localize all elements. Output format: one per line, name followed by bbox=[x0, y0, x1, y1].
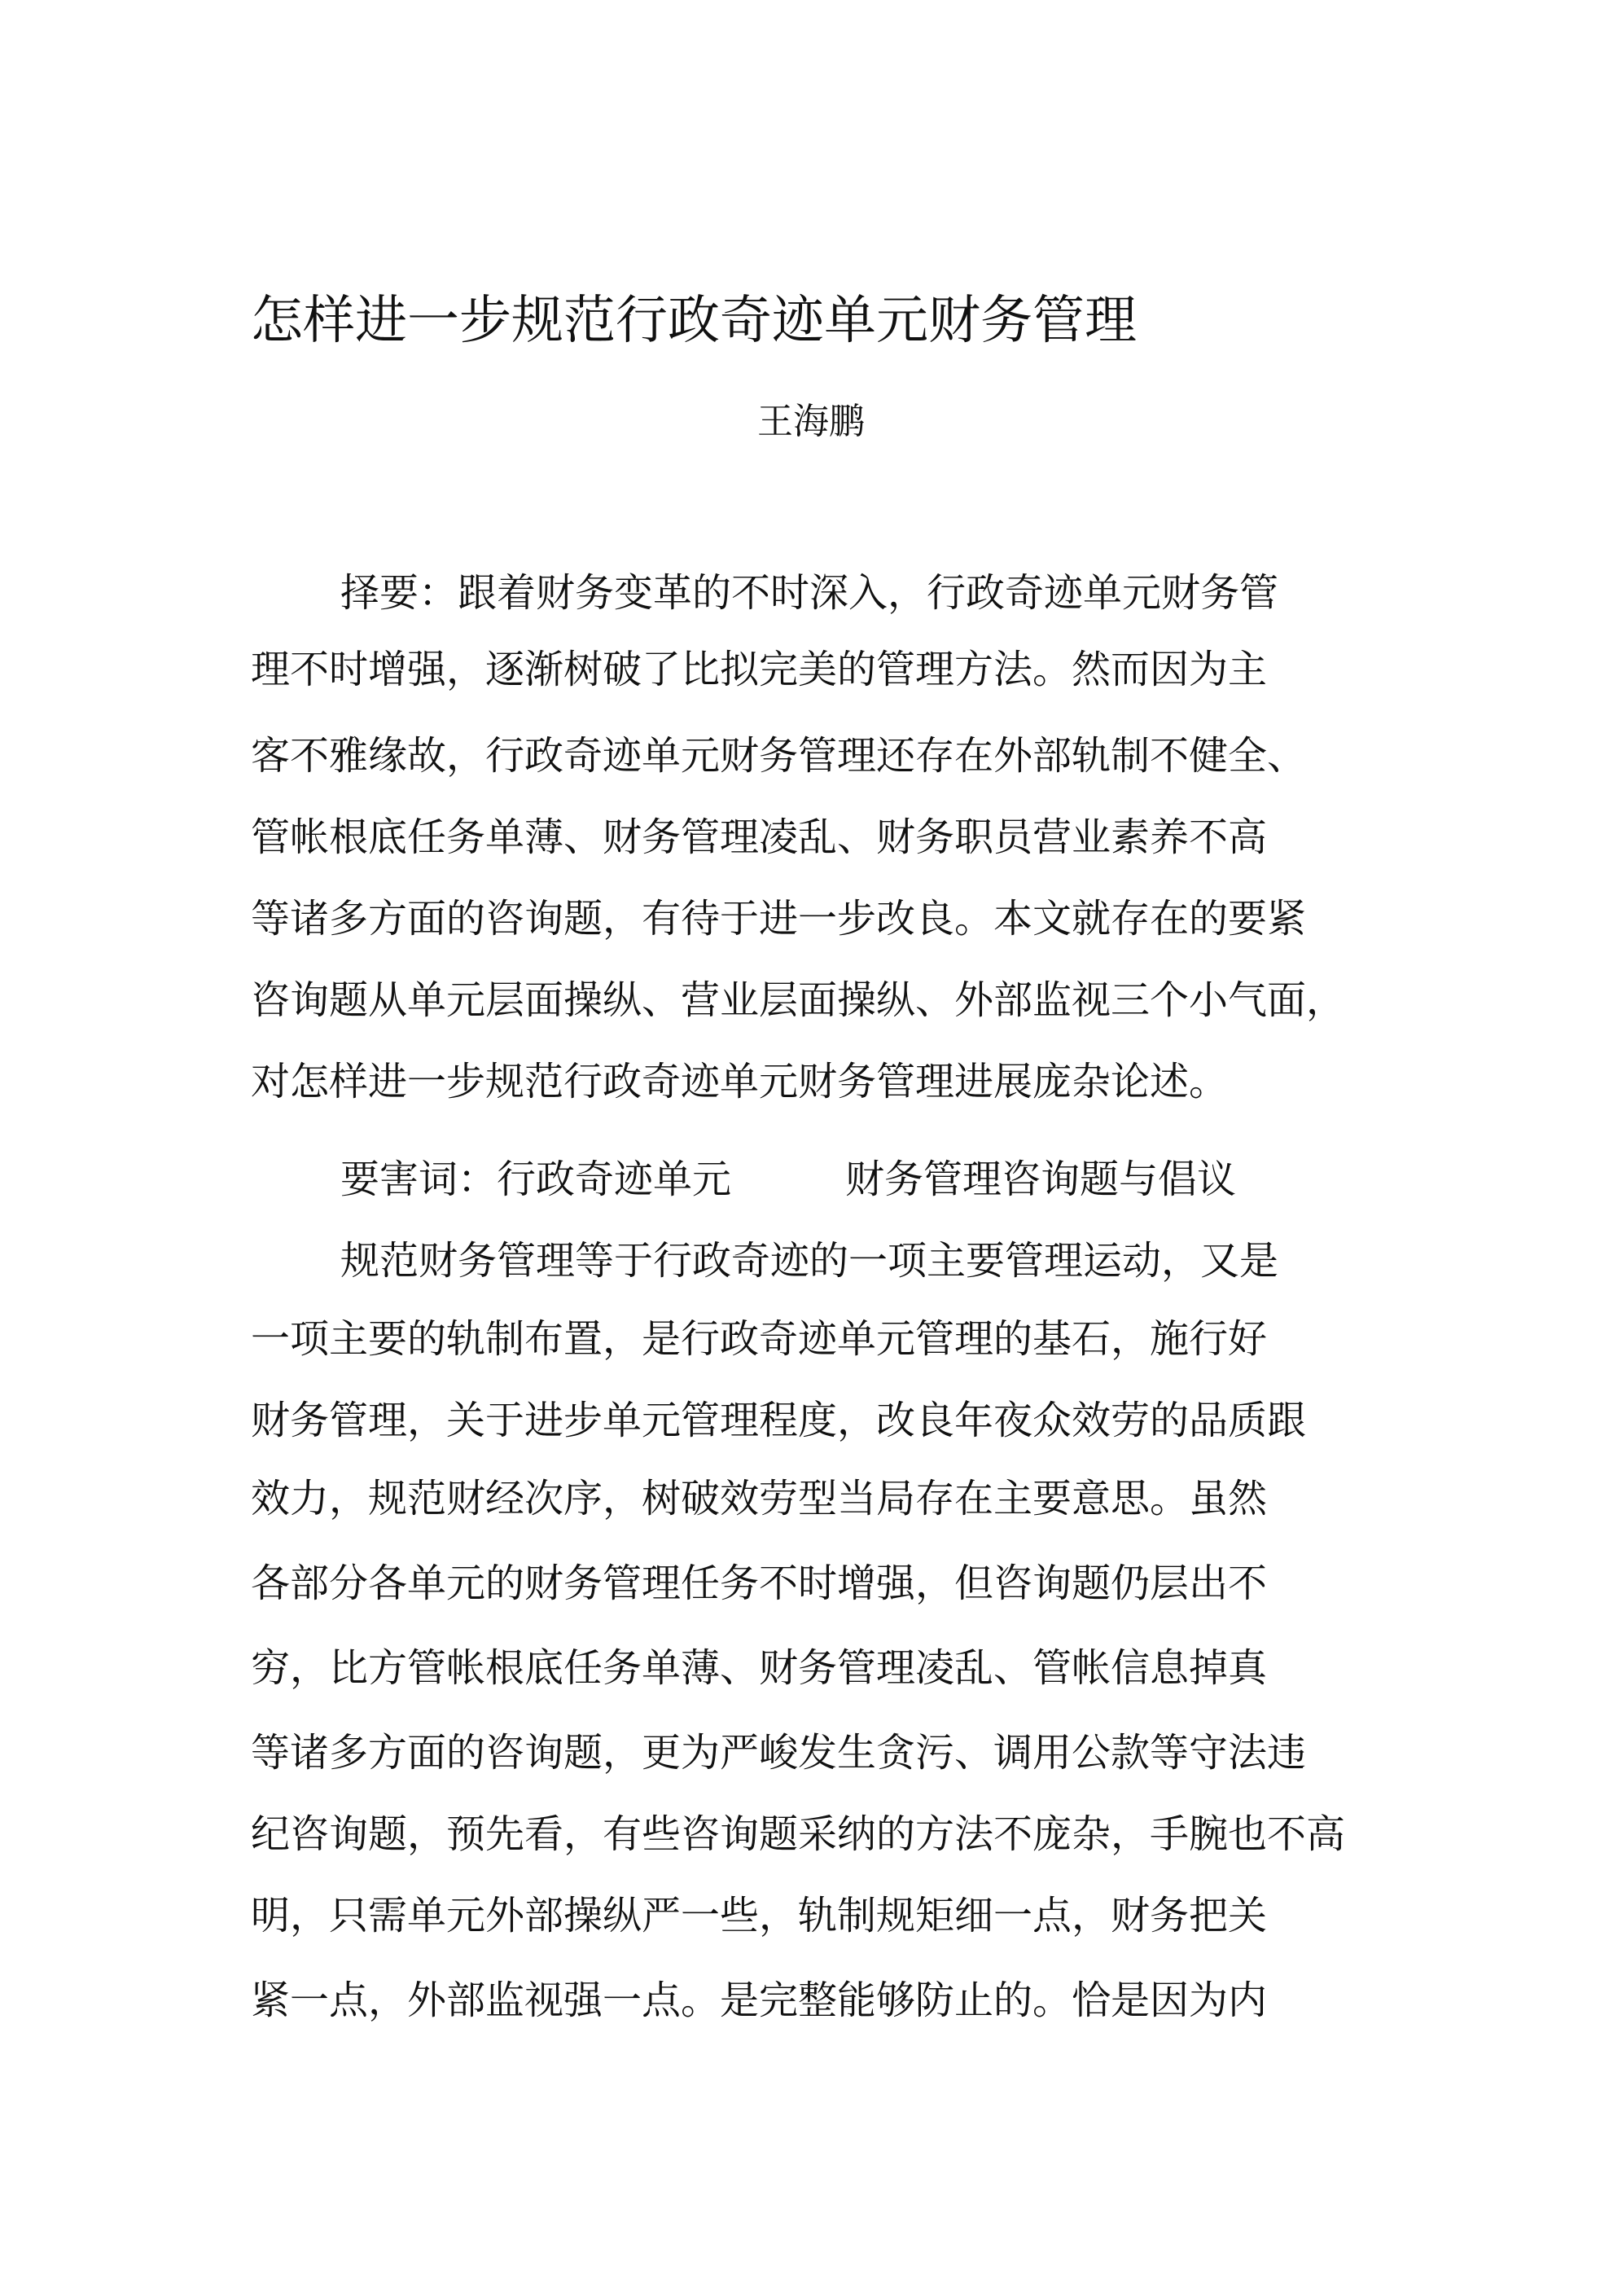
body-line: 一项主要的轨制布置，是行政奇迹单元管理的基石，施行好 bbox=[251, 1316, 1268, 1362]
body-line: 规范财务管理等于行政奇迹的一项主要管理运动，又是 bbox=[340, 1238, 1279, 1284]
body-line: 效力，规范财经次序，树破效劳型当局存在主要意思。虽然 bbox=[251, 1476, 1268, 1521]
abstract-line: 对怎样进一步规范行政奇迹单元财务管理进展庞杂论述。 bbox=[251, 1059, 1229, 1104]
body-line: 各部分各单元的财务管理任务不时增强，但咨询题仍层出不 bbox=[251, 1561, 1268, 1606]
body-line: 明，只需单元外部操纵严一些，轨制规矩细一点，财务把关 bbox=[251, 1893, 1268, 1938]
keywords-label: 要害词：行政奇迹单元 bbox=[340, 1157, 732, 1202]
body-line: 等诸多方面的咨询题，更为严峻发生贪污、调用公款等守法违 bbox=[251, 1730, 1307, 1776]
keywords-line bbox=[340, 1157, 1236, 1204]
keywords-value: 财务管理咨询题与倡议 bbox=[845, 1157, 1237, 1202]
author-name: 王海鹏 bbox=[757, 401, 865, 442]
abstract-line: 择要：跟着财务变革的不时深入，行政奇迹单元财务管 bbox=[340, 570, 1279, 616]
abstract-line: 等诸多方面的咨询题，有待于进一步改良。本文就存在的要紧 bbox=[251, 896, 1307, 942]
body-line: 穷，比方管帐根底任务单薄、财务管理凌乱、管帐信息掉真 bbox=[251, 1645, 1268, 1691]
abstract-line: 理不时增强，逐渐树破了比拟完美的管理方法。然而因为主 bbox=[251, 647, 1268, 692]
body-line: 纪咨询题，预先看，有些咨询题采纳的方法不庞杂，手腕也不高 bbox=[251, 1811, 1346, 1857]
abstract-line: 咨询题从单元层面操纵、营业层面操纵、外部监视三个小气面， bbox=[251, 977, 1346, 1023]
page-title: 怎样进一步规范行政奇迹单元财务管理 bbox=[251, 291, 1137, 351]
body-line: 紧一点，外部监视强一点。是完整能够防止的。恰是因为内 bbox=[251, 1978, 1268, 2023]
abstract-line: 管帐根底任务单薄、财务管理凌乱、财务职员营业素养不高 bbox=[251, 814, 1268, 860]
body-line: 财务管理，关于进步单元管理程度，改良年夜众效劳的品质跟 bbox=[251, 1398, 1307, 1443]
abstract-line: 客不雅缘故，行政奇迹单元财务管理还存在外部轨制不健全、 bbox=[251, 733, 1307, 779]
